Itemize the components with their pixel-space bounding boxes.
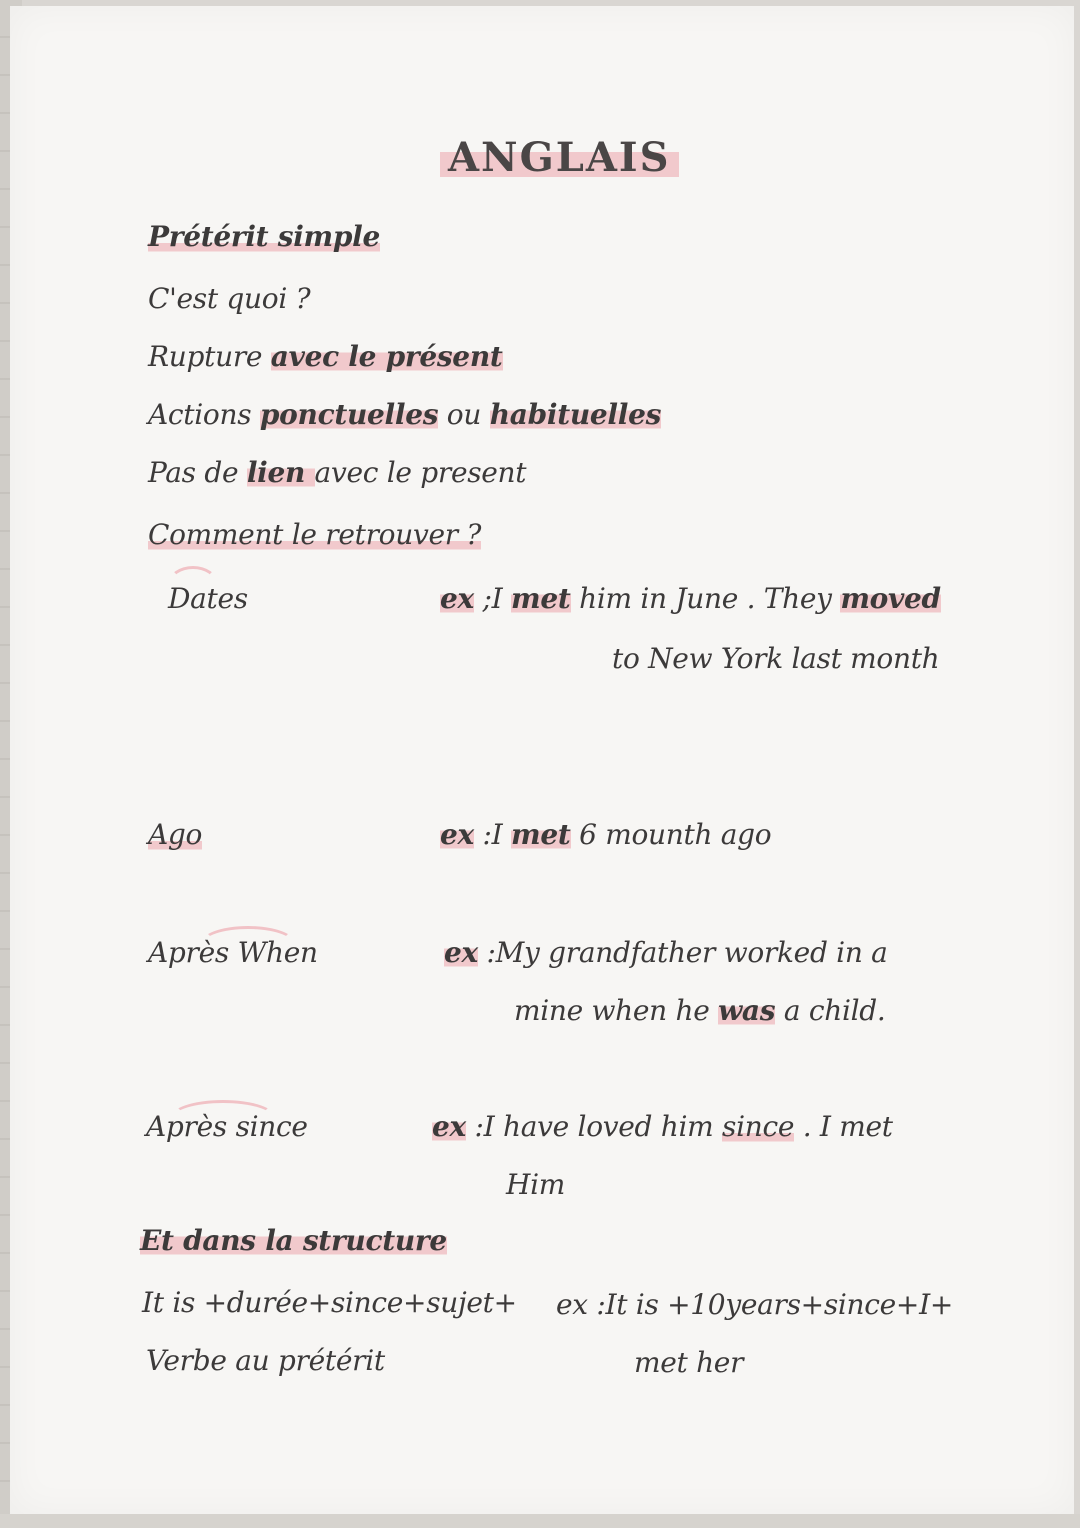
label-dates: Dates [168,582,248,615]
highlight-met: met [511,818,571,851]
text: 6 mounth ago [570,818,772,851]
page-title [440,134,679,181]
text: mine when he [514,994,719,1027]
text-pas-de: Pas de [148,456,247,489]
text: a child. [775,994,886,1027]
highlight-habituelles: habituelles [489,398,662,431]
text: :I [473,818,512,851]
question-comment [148,518,481,551]
ex-marker: ex [444,936,478,969]
question-comment-text: Comment le retrouver ? [148,518,482,551]
line-pas-de-lien [148,456,526,489]
heading-preterit-text: Prétérit simple [148,220,380,253]
example-since-line1 [432,1110,893,1143]
text: . I met [794,1110,893,1143]
text: :I have loved him [465,1110,722,1143]
text: him in June . They [570,582,841,615]
ex-marker: ex [440,818,474,851]
line-rupture [148,340,503,373]
ex-marker: ex [432,1110,466,1143]
heading-preterit [148,220,380,253]
highlight-met: met [511,582,571,615]
structure-formula-line2: Verbe au prétérit [146,1344,385,1377]
text-actions: Actions [148,398,260,431]
text-rupture: Rupture [148,340,271,373]
label-apres-since: Après since [146,1110,308,1143]
highlight-avec-le-present: avec le présent [270,340,503,373]
page-bottom-edge [0,1514,1080,1528]
ex-marker: ex [440,582,474,615]
structure-formula: It is +durée+since+sujet+ [142,1286,517,1319]
question-cest-quoi: C'est quoi ? [148,282,311,315]
example-when-line2 [514,994,886,1027]
example-when-line1 [444,936,888,969]
title-text: ANGLAIS [440,134,679,181]
line-actions [148,398,661,431]
label-apres-when: Après When [148,936,318,969]
label-ago-text: Ago [148,818,203,851]
example-dates-line1 [440,582,941,615]
highlight-was: was [718,994,776,1027]
underline-since: since [722,1110,795,1143]
text: ;I [473,582,512,615]
heading-structure-text: Et dans la structure [140,1224,447,1257]
text-avec-le-present: avec le present [314,456,527,489]
highlight-lien: lien [246,456,315,489]
example-dates-line2: to New York last month [612,642,940,675]
highlight-ponctuelles: ponctuelles [259,398,439,431]
example-ago [440,818,771,851]
text: :My grandfather worked in a [477,936,888,969]
heading-structure [140,1224,447,1257]
label-ago [148,818,202,851]
structure-example-line2: met her [634,1346,744,1379]
highlight-moved: moved [840,582,941,615]
text-ou: ou [438,398,490,431]
example-since-line2: Him [506,1168,566,1201]
structure-example-line1: ex :It is +10years+since+I+ [556,1288,954,1321]
